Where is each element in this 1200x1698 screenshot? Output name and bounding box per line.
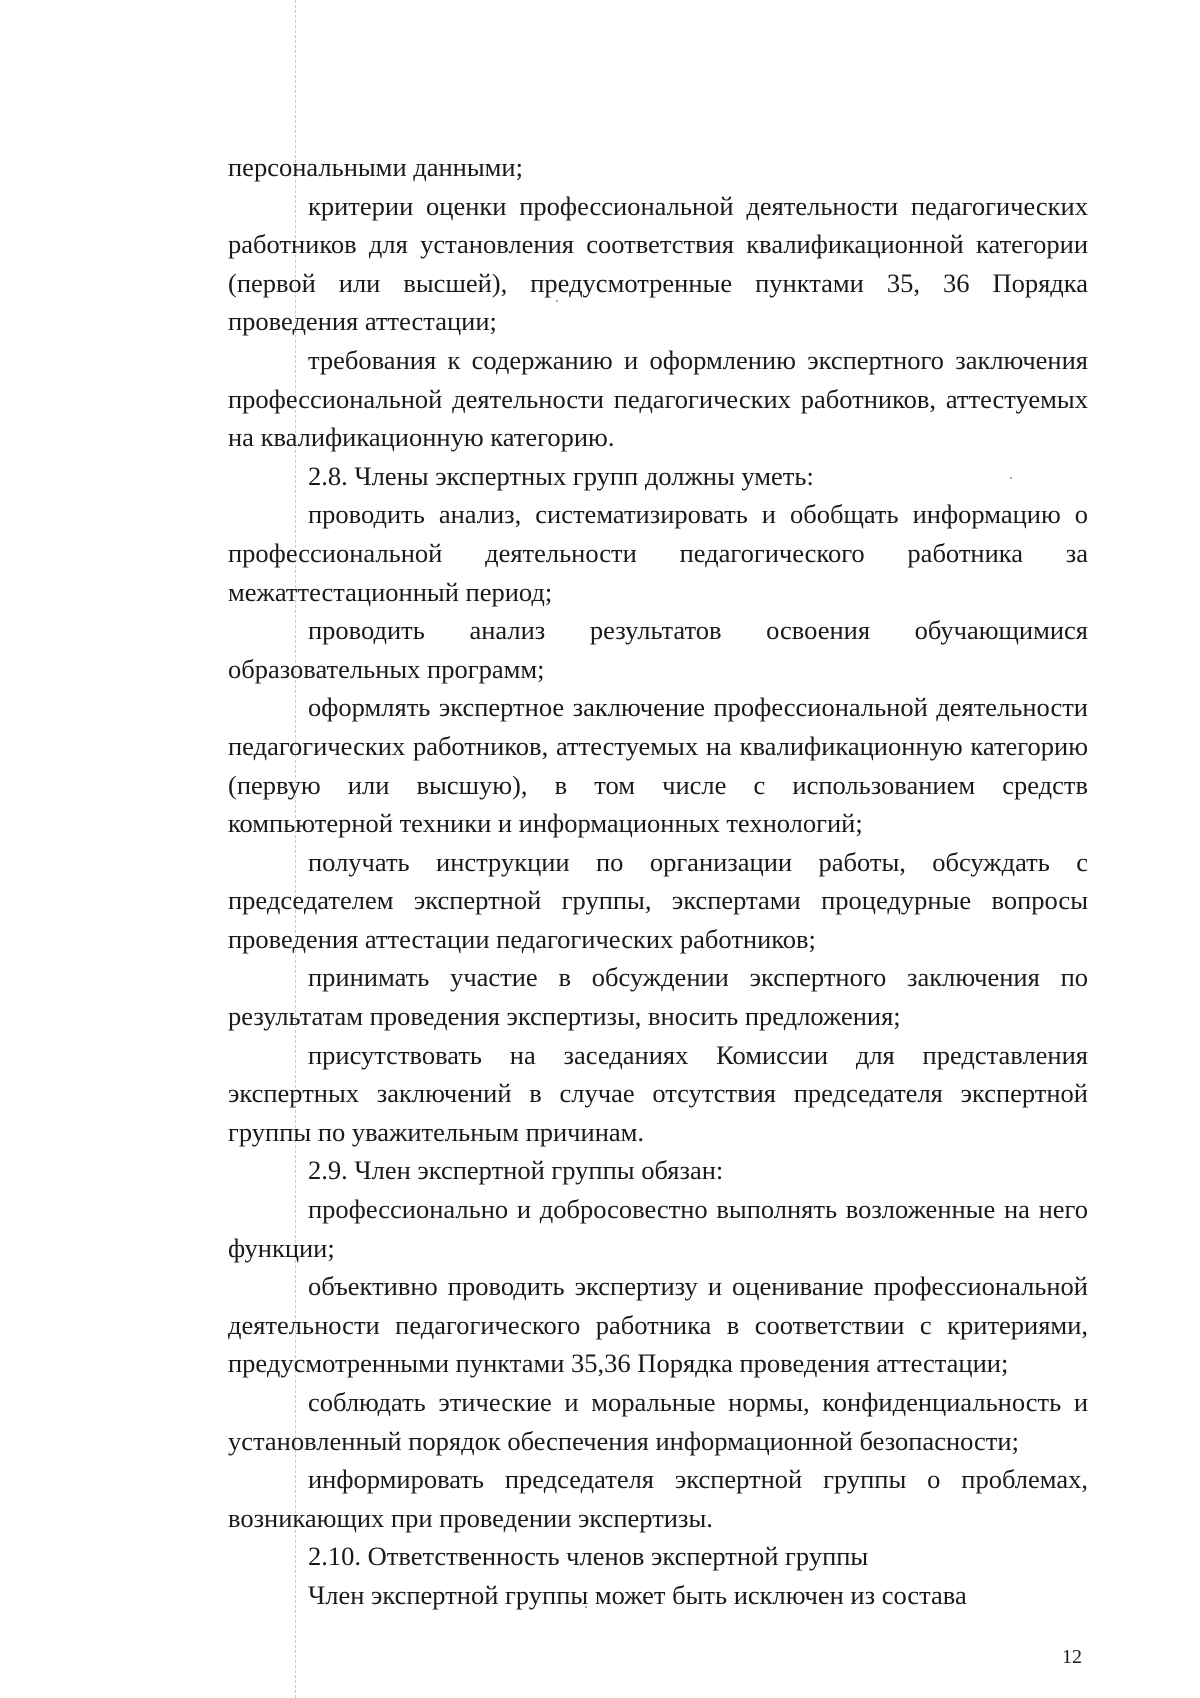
section-heading: 2.9. Член экспертной группы обязан:	[308, 1155, 724, 1186]
paragraph: Член экспертной группы может быть исключен из состава	[308, 1579, 967, 1610]
paragraph: объективно проводить экспертизу и оценивание профессиональной деятельности педагогического работника в соответствии с критериями, предусмотренными пунктами 35,36 Порядка проведения аттестации;	[228, 1271, 1088, 1379]
paragraph: получать инструкции по организации работы, обсуждать с председателем экспертной группы, экспертами процедурные вопросы проведения аттестации педагогических работников;	[228, 846, 1088, 954]
paragraph: профессионально и добросовестно выполнять возложенные на него функции;	[228, 1194, 1088, 1263]
paragraph: присутствовать на заседаниях Комиссии для представления экспертных заключений в случае отсутствия председателя экспертной группы по уважительным причинам.	[228, 1039, 1088, 1147]
paragraph: информировать председателя экспертной группы о проблемах, возникающих при проведении экспертизы.	[228, 1464, 1088, 1533]
paragraph: критерии оценки профессиональной деятельности педагогических работников для установления соответствия квалификационной категории (первой или высшей), предусмотренные пунктами 35, 36 Порядка проведения аттестации;	[228, 190, 1088, 337]
paragraph: персональными данными;	[228, 152, 523, 182]
paragraph: соблюдать этические и моральные нормы, конфиденциальность и установленный порядок обеспечения информационной безопасности;	[228, 1387, 1088, 1456]
paragraph: требования к содержанию и оформлению экспертного заключения профессиональной деятельности педагогических работников, аттестуемых на квалификационную категорию.	[228, 344, 1088, 453]
paragraph: проводить анализ, систематизировать и обобщать информацию о профессиональной деятельности педагогического работника за межаттестационный период;	[228, 499, 1088, 607]
paragraph: оформлять экспертное заключение профессиональной деятельности педагогических работников, аттестуемых на квалификационную категорию (первую или высшую), в том числе с использованием средств компьютерной техники и информационных технологий;	[228, 692, 1088, 839]
document-body	[228, 148, 1088, 1615]
paragraph: принимать участие в обсуждении экспертного заключения по результатам проведения экспертизы, вносить предложения;	[228, 962, 1088, 1032]
page-number: 12	[1062, 1646, 1082, 1668]
paragraph: проводить анализ результатов освоения обучающимися образовательных программ;	[228, 615, 1088, 684]
section-heading: 2.8. Члены экспертных групп должны уметь:	[308, 460, 814, 491]
section-heading: 2.10. Ответственность членов экспертной группы	[308, 1541, 869, 1572]
